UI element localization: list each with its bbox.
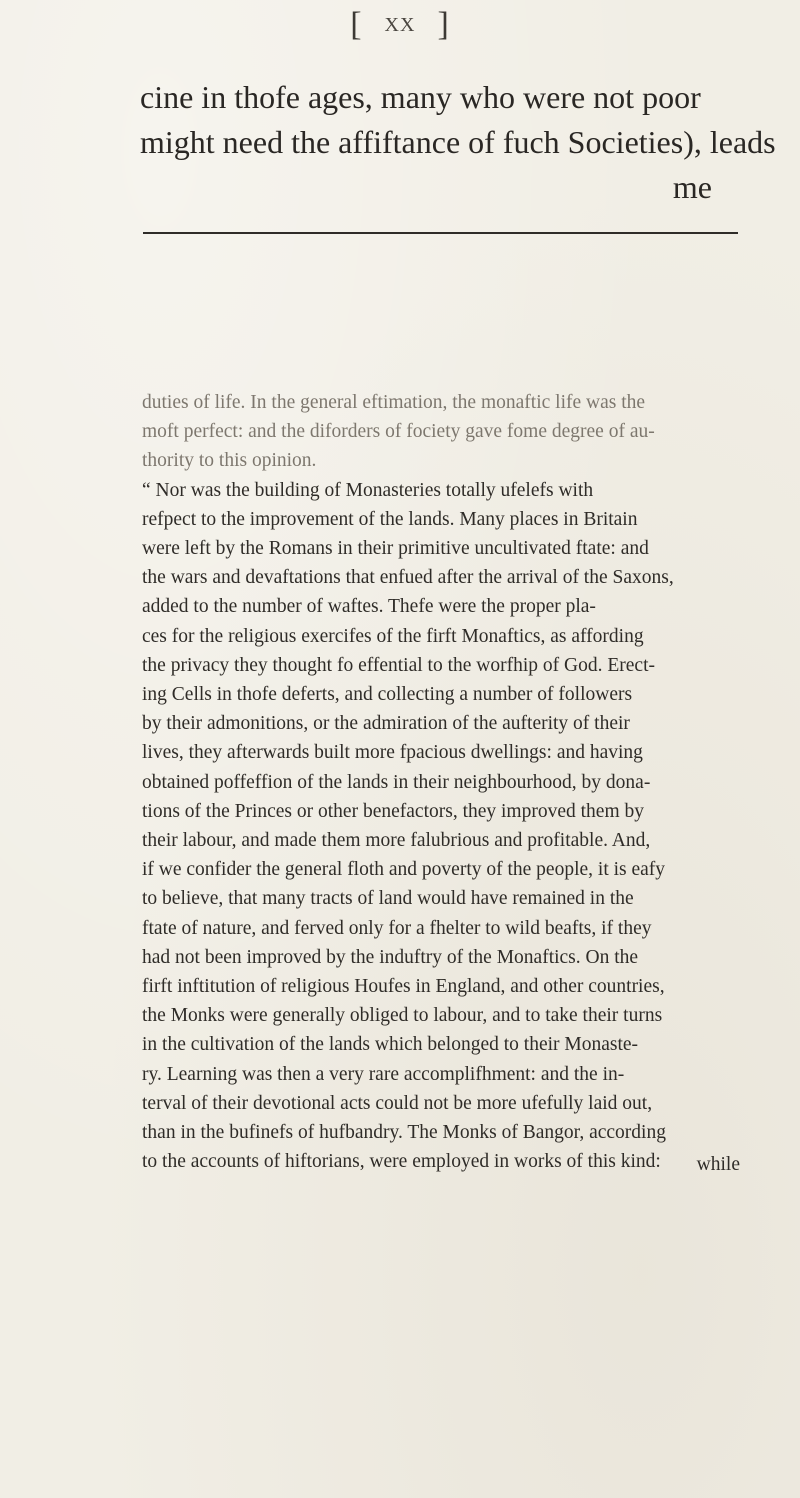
footnote-line: thority to this opinion. [142,450,317,472]
footnote-line: added to the number of waftes. Thefe were the proper pla- [142,596,596,618]
footnote-line: their labour, and made them more falubrious and profitable. And, [142,830,651,851]
footnote-line: were left by the Romans in their primitive uncultivated ftate: and [142,538,649,559]
catchword: while [696,1154,740,1175]
footnote-line: duties of life. In the general eftimation, the monaftic life was the [142,392,646,413]
footnote-line: firft inftitution of religious Houfes in England, and other countries, [142,976,665,997]
footnote-line: to believe, that many tracts of land would have remained in the [142,888,634,910]
footnote-line: ces for the religious exercifes of the firft Monaftics, as affording [142,625,644,647]
footnote-line: in the cultivation of the lands which belonged to their Monaste- [142,1034,639,1056]
footnote-line: ftate of nature, and ferved only for a fhelter to wild beafts, if they [142,917,652,939]
footnote-line: refpect to the improvement of the lands. Many places in Britain [142,508,638,530]
footnote-line: had not been improved by the induftry of the Monaftics. On the [142,946,639,968]
body-text-line-1: cine in thofe ages, many who were not poor [140,79,701,115]
footnote-line: by their admonitions, or the admiration of the aufterity of their [142,713,630,735]
footnote-line: than in the bufinefs of hufbandry. The Monks of Bangor, according [142,1122,666,1143]
footnote-line: tions of the Princes or other benefactors, they improved them by [142,800,644,822]
page-header [0,6,800,44]
footnote-line: the Monks were generally obliged to labour, and to take their turns [142,1005,663,1027]
footnote-line: lives, they afterwards built more fpacious dwellings: and having [142,742,643,764]
footnote-line: obtained poffeffion of the lands in their neighbourhood, by dona- [142,771,651,793]
footnote-line: if we confider the general floth and poverty of the people, it is eafy [142,859,666,881]
body-text-line-2: might need the affiftance of fuch Societies), leads [140,124,776,160]
footnote-line: “ Nor was the building of Monasteries totally ufelefs with [142,479,594,501]
right-bracket: ] [437,6,450,43]
body-text-line-3: me [672,169,712,205]
footnote-line: the privacy they thought fo effential to the worfhip of God. Erect- [142,654,655,676]
footnote-line: terval of their devotional acts could not be more ufefully laid out, [142,1092,653,1114]
footnote-line: moft perfect: and the diforders of fociety gave fome degree of au- [142,421,655,443]
footnote-line: the wars and devaftations that enfued after the arrival of the Saxons, [142,567,674,589]
left-bracket: [ [350,6,363,43]
footnote-line: ing Cells in thofe deferts, and collecting a number of followers [142,684,633,705]
page-number: XX [384,14,416,36]
footnote-line: to the accounts of hiftorians, were employed in works of this kind: [142,1151,661,1173]
footnote-line: ry. Learning was then a very rare accomplifhment: and the in- [142,1063,625,1085]
footnote-divider [143,232,738,234]
